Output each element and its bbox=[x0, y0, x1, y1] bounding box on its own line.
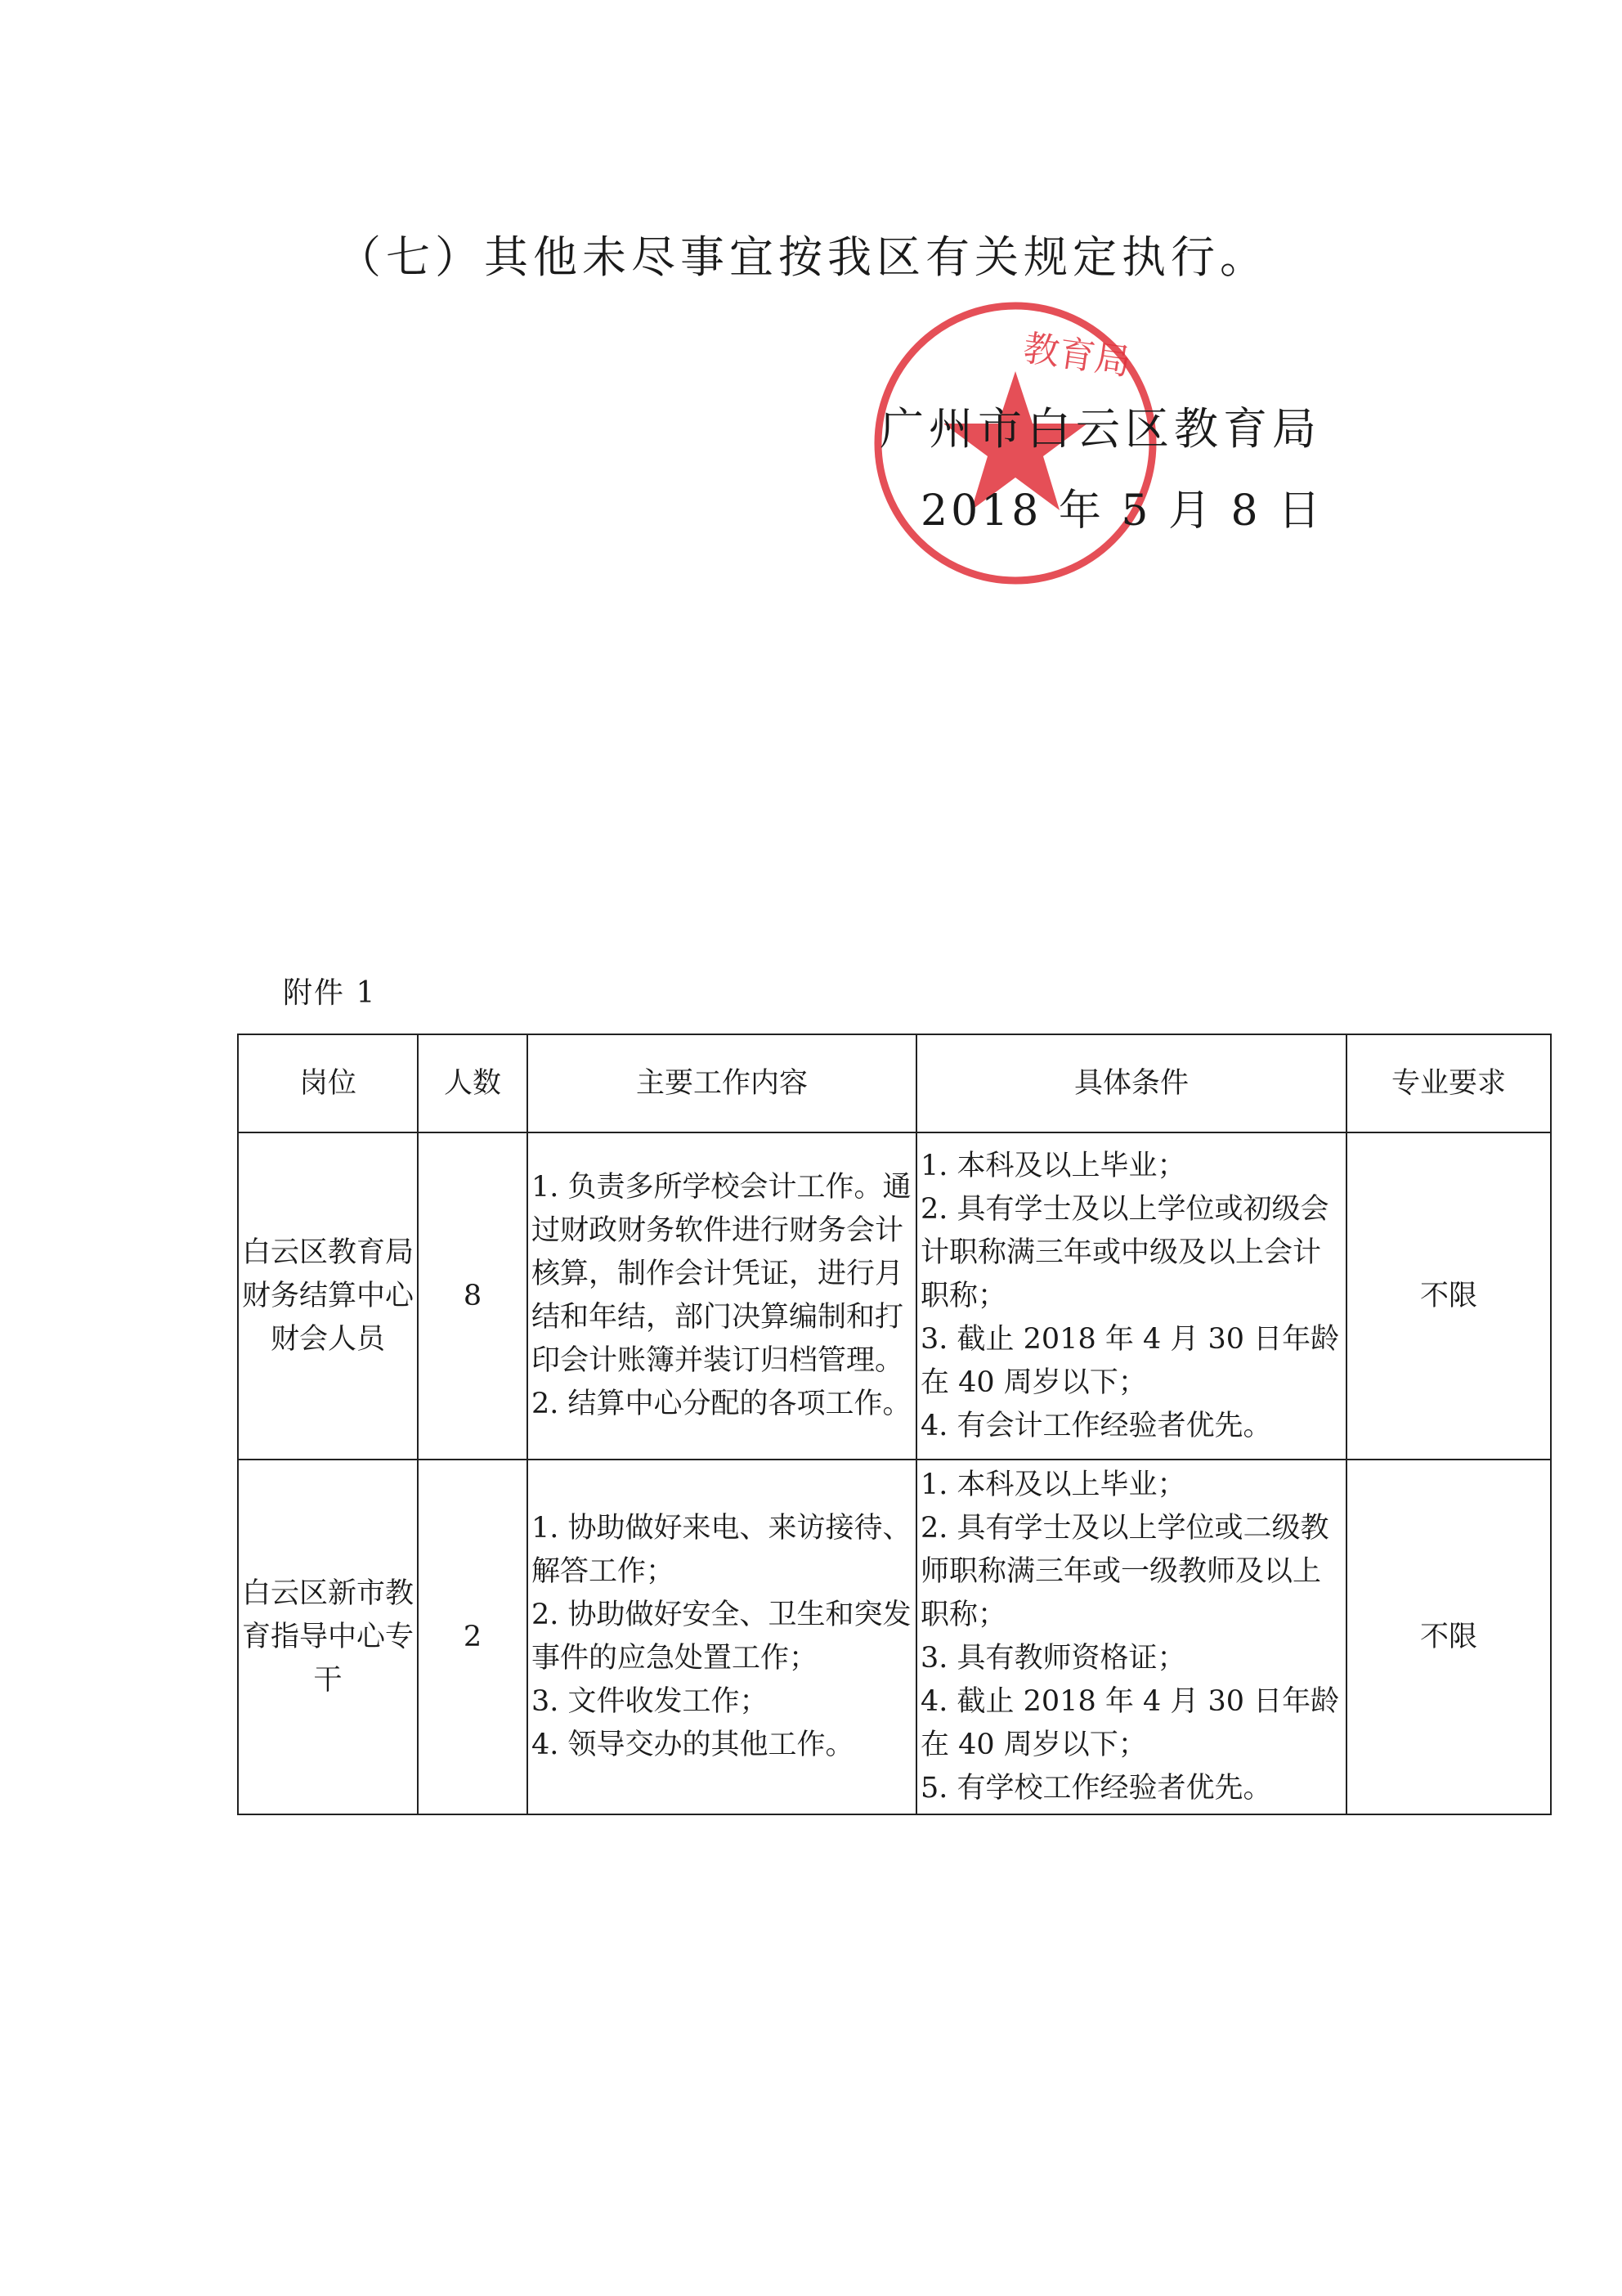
condition-item: 4. 有会计工作经验者优先。 bbox=[921, 1409, 1272, 1442]
duty-item: 3. 文件收发工作； bbox=[531, 1685, 768, 1718]
header-duties: 主要工作内容 bbox=[527, 1034, 916, 1132]
duty-item: 1. 协助做好来电、来访接待、解答工作； bbox=[531, 1512, 912, 1588]
cell-duties bbox=[527, 1460, 916, 1814]
svg-text:教育局: 教育局 bbox=[1020, 327, 1134, 384]
condition-item: 1. 本科及以上毕业； bbox=[921, 1469, 1186, 1501]
cell-major: 不限 bbox=[1346, 1460, 1551, 1814]
table-row bbox=[238, 1132, 1551, 1460]
positions-table bbox=[237, 1034, 1552, 1815]
cell-post: 白云区新市教育指导中心专干 bbox=[238, 1460, 418, 1814]
signature-date: 2018 年 5 月 8 日 bbox=[921, 487, 1324, 536]
table-header-row bbox=[238, 1034, 1551, 1132]
cell-count: 2 bbox=[418, 1460, 527, 1814]
header-count: 人数 bbox=[418, 1034, 527, 1132]
header-major: 专业要求 bbox=[1346, 1034, 1551, 1132]
header-conditions: 具体条件 bbox=[916, 1034, 1346, 1132]
cell-duties bbox=[527, 1132, 916, 1460]
cell-conditions bbox=[916, 1460, 1346, 1814]
cell-conditions bbox=[916, 1132, 1346, 1460]
table-row bbox=[238, 1460, 1551, 1814]
closing-paragraph: （七）其他未尽事宜按我区有关规定执行。 bbox=[337, 231, 1269, 283]
duty-item: 1. 负责多所学校会计工作。通过财政财务软件进行财务会计核算，制作会计凭证，进行月结和年结，部门决算编制和打印会计账簿并装订归档管理。 bbox=[531, 1171, 912, 1377]
condition-item: 2. 具有学士及以上学位或初级会计职称满三年或中级及以上会计职称； bbox=[921, 1192, 1329, 1312]
duty-item: 4. 领导交办的其他工作。 bbox=[531, 1729, 854, 1761]
cell-count: 8 bbox=[418, 1132, 527, 1460]
duty-item: 2. 结算中心分配的各项工作。 bbox=[531, 1388, 912, 1420]
cell-post: 白云区教育局财务结算中心财会人员 bbox=[238, 1132, 418, 1460]
condition-item: 1. 本科及以上毕业； bbox=[921, 1149, 1186, 1182]
condition-item: 5. 有学校工作经验者优先。 bbox=[921, 1772, 1272, 1805]
condition-item: 3. 具有教师资格证； bbox=[921, 1642, 1186, 1675]
condition-item: 4. 截止 2018 年 4 月 30 日年龄在 40 周岁以下； bbox=[921, 1685, 1340, 1761]
cell-major: 不限 bbox=[1346, 1132, 1551, 1460]
condition-item: 3. 截止 2018 年 4 月 30 日年龄在 40 周岁以下； bbox=[921, 1322, 1340, 1399]
condition-item: 2. 具有学士及以上学位或二级教师职称满三年或一级教师及以上职称； bbox=[921, 1512, 1329, 1631]
attachment-label: 附件 1 bbox=[283, 976, 377, 1010]
signature-org: 广州市白云区教育局 bbox=[880, 403, 1321, 455]
header-post: 岗位 bbox=[238, 1034, 418, 1132]
duty-item: 2. 协助做好安全、卫生和突发事件的应急处置工作； bbox=[531, 1599, 912, 1675]
